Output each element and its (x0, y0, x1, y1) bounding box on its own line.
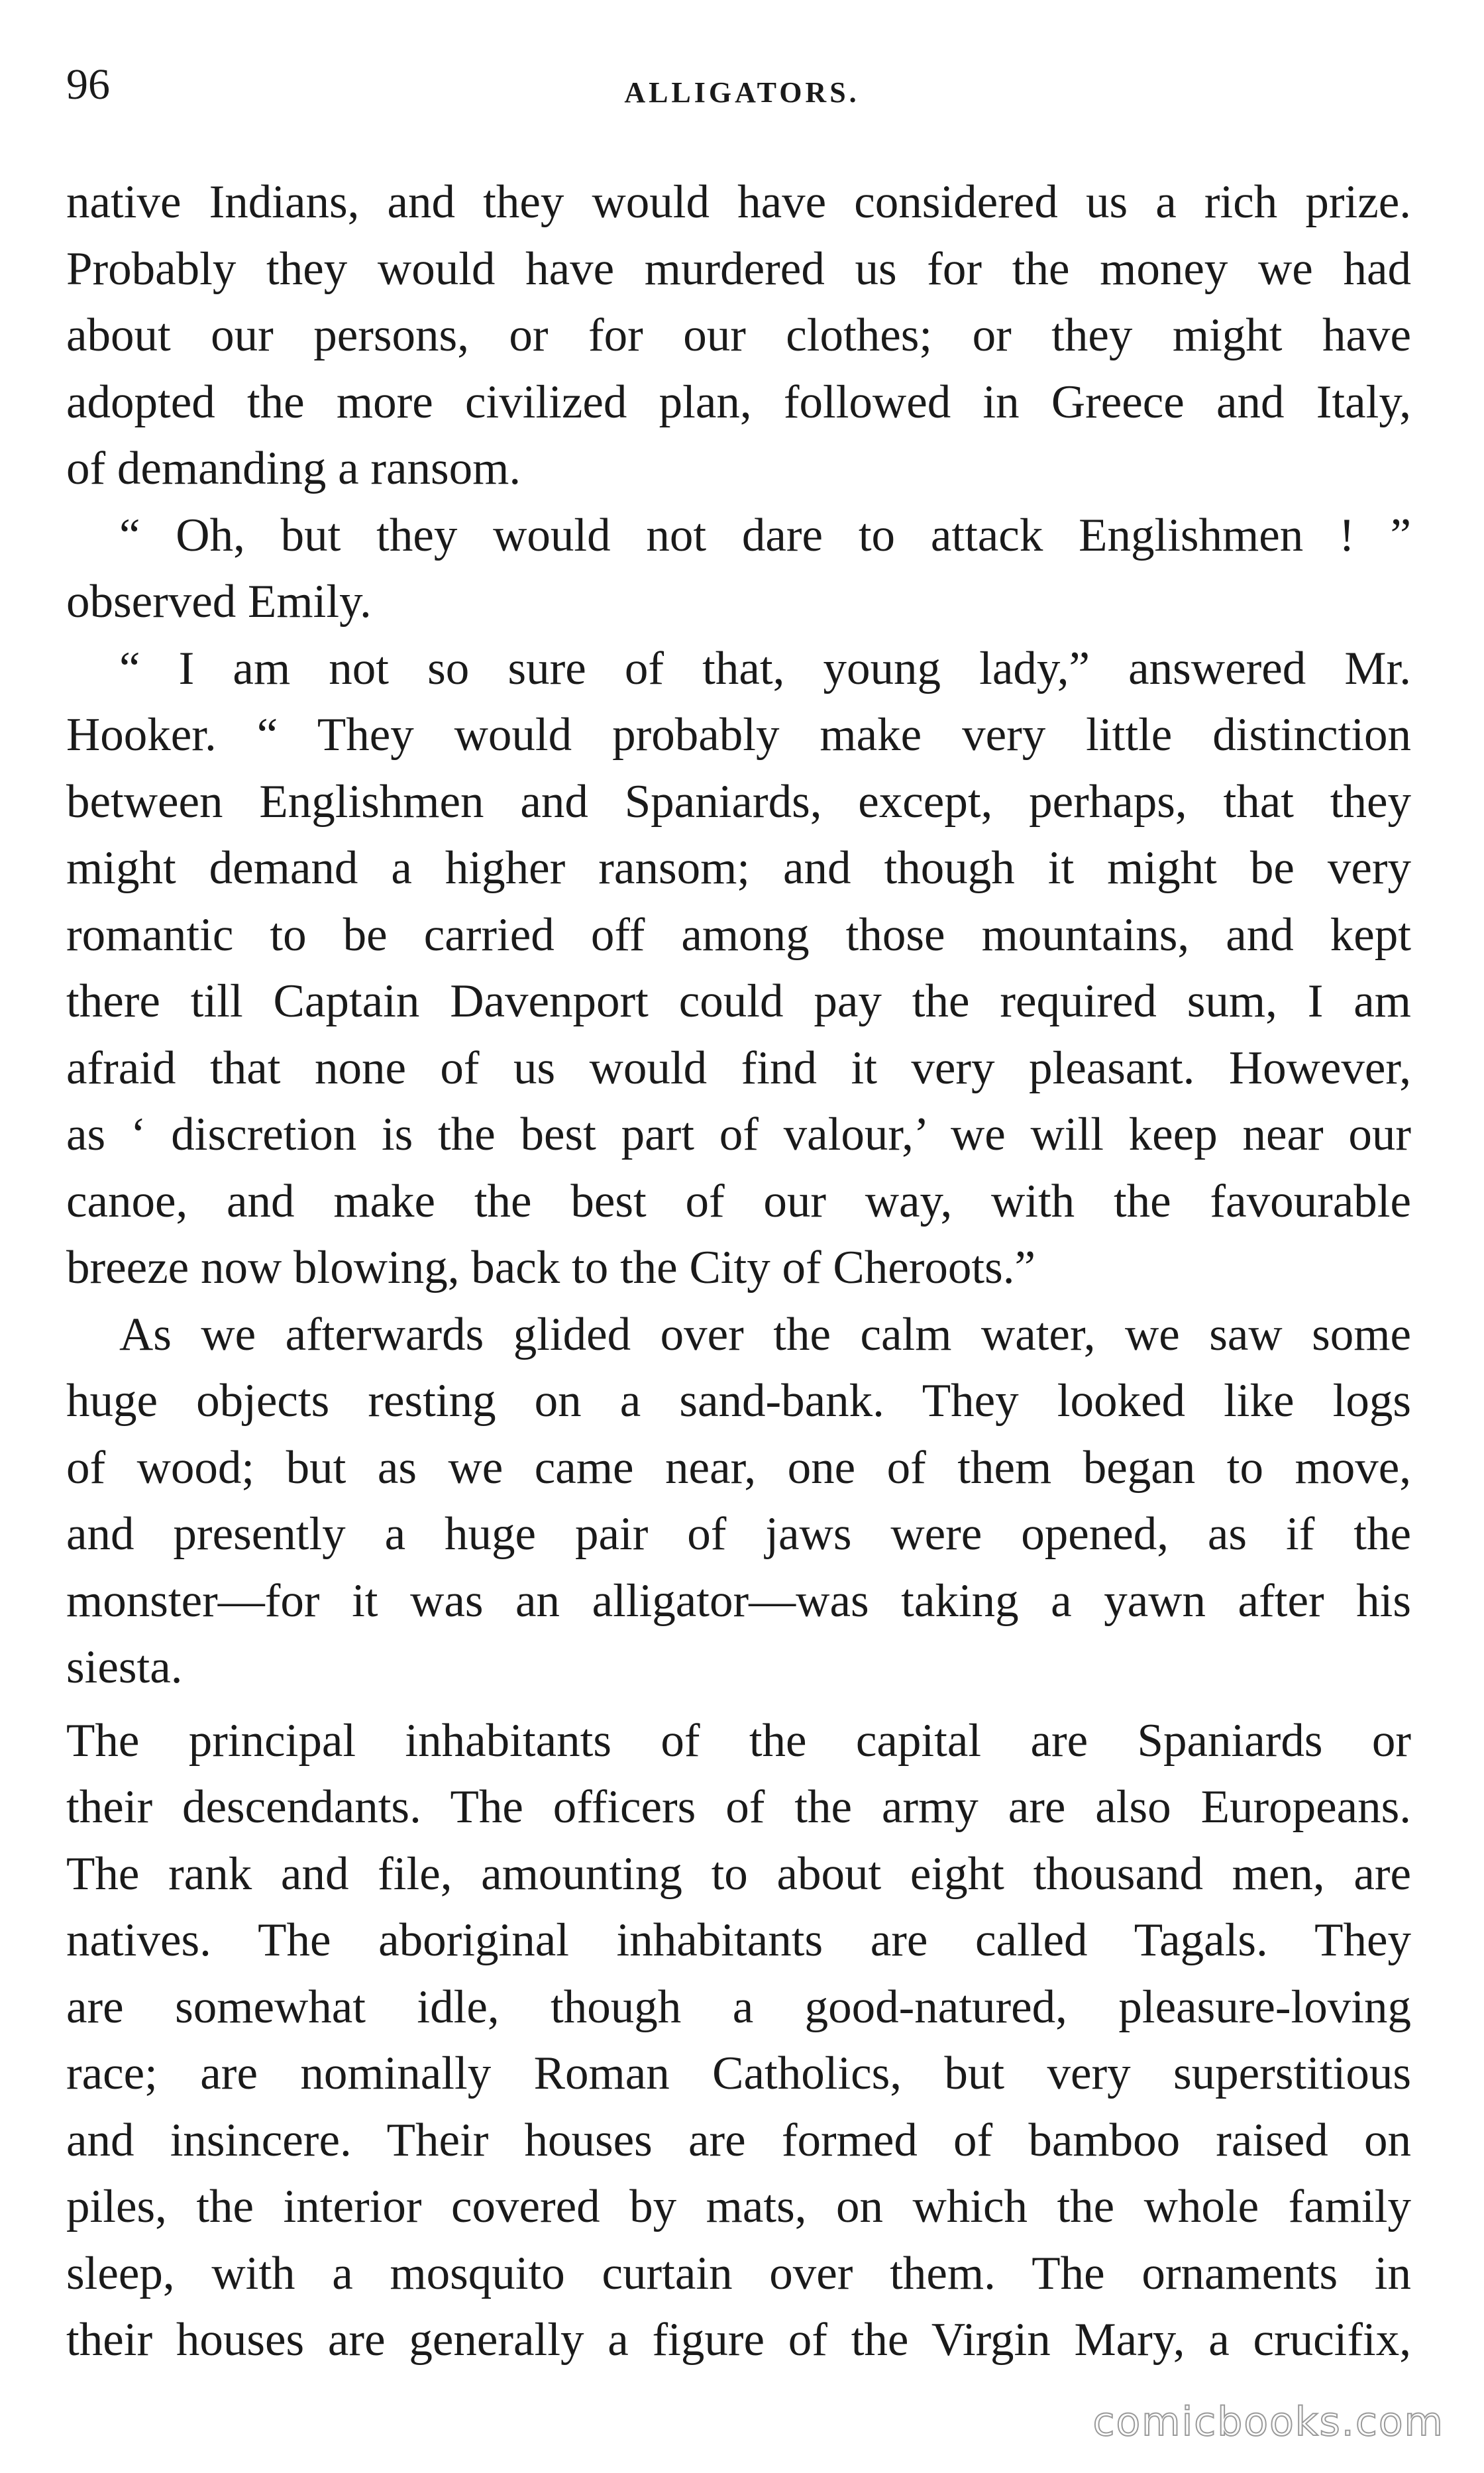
paragraph (66, 1301, 1411, 1701)
text-line: of demanding a ransom. (66, 443, 521, 494)
text-line: of wood; but as we came near, one of them began to move, (66, 1441, 1411, 1494)
paragraph (66, 502, 1411, 635)
text-line: natives. The aboriginal inhabitants are called Tagals. They (66, 1914, 1411, 1966)
text-line: might demand a higher ransom; and though it might be very (66, 842, 1411, 894)
text-line: canoe, and make the best of our way, with the favourable (66, 1175, 1411, 1227)
text-line: their houses are generally a figure of the Virgin Mary, a crucifix, (66, 2314, 1411, 2366)
text-line: and insincere. Their houses are formed of bamboo raised on (66, 2114, 1411, 2166)
text-line: about our persons, or for our clothes; or they might have (66, 309, 1411, 361)
paragraph-gap (66, 1701, 1411, 1708)
text-line: afraid that none of us would find it very pleasant. However, (66, 1042, 1411, 1094)
text-line: and presently a huge pair of jaws were opened, as if the (66, 1508, 1411, 1560)
text-line: breeze now blowing, back to the City of Cheroots.” (66, 1242, 1036, 1293)
text-line: piles, the interior covered by mats, on which the whole family (66, 2181, 1411, 2232)
text-line: native Indians, and they would have considered us a rich prize. (66, 176, 1411, 228)
text-line: “ Oh, but they would not dare to attack Englishmen ! ” (119, 509, 1411, 561)
text-line: adopted the more civilized plan, followed in Greece and Italy, (66, 376, 1411, 428)
text-line: As we afterwards glided over the calm water, we saw some (119, 1308, 1411, 1360)
text-line: their descendants. The officers of the army are also Europeans. (66, 1781, 1411, 1833)
text-line: between Englishmen and Spaniards, except, perhaps, that they (66, 775, 1411, 828)
paragraph (66, 1708, 1411, 2374)
text-line: Probably they would have murdered us for the money we had (66, 243, 1411, 295)
paragraph (66, 635, 1411, 1301)
watermark: comicbooks.com (1092, 2399, 1444, 2445)
text-line: The principal inhabitants of the capital are Spaniards or (66, 1714, 1411, 1767)
text-line: huge objects resting on a sand-bank. They looked like logs (66, 1375, 1411, 1427)
page-number: 96 (66, 60, 110, 109)
text-line: race; are nominally Roman Catholics, but very superstitious (66, 2048, 1411, 2099)
paragraph (66, 169, 1411, 502)
text-line: there till Captain Davenport could pay the required sum, I am (66, 975, 1411, 1027)
text-line: siesta. (66, 1641, 183, 1693)
text-line: are somewhat idle, though a good-natured, pleasure-loving (66, 1981, 1411, 2033)
text-line: “ I am not so sure of that, young lady,” answered Mr. (119, 642, 1411, 694)
running-head: ALLIGATORS. (624, 76, 860, 109)
body-text (66, 169, 1411, 2374)
text-line: sleep, with a mosquito curtain over them. The ornaments in (66, 2247, 1411, 2299)
text-line: The rank and file, amounting to about eight thousand men, are (66, 1847, 1411, 1900)
page-header (0, 0, 1484, 166)
text-line: romantic to be carried off among those mountains, and kept (66, 908, 1411, 961)
text-line: as ‘ discretion is the best part of valour,’ we will keep near our (66, 1109, 1411, 1160)
text-line: observed Emily. (66, 576, 372, 628)
text-line: Hooker. “ They would probably make very little distinction (66, 709, 1411, 761)
text-line: monster—for it was an alligator—was taking a yawn after his (66, 1574, 1411, 1627)
